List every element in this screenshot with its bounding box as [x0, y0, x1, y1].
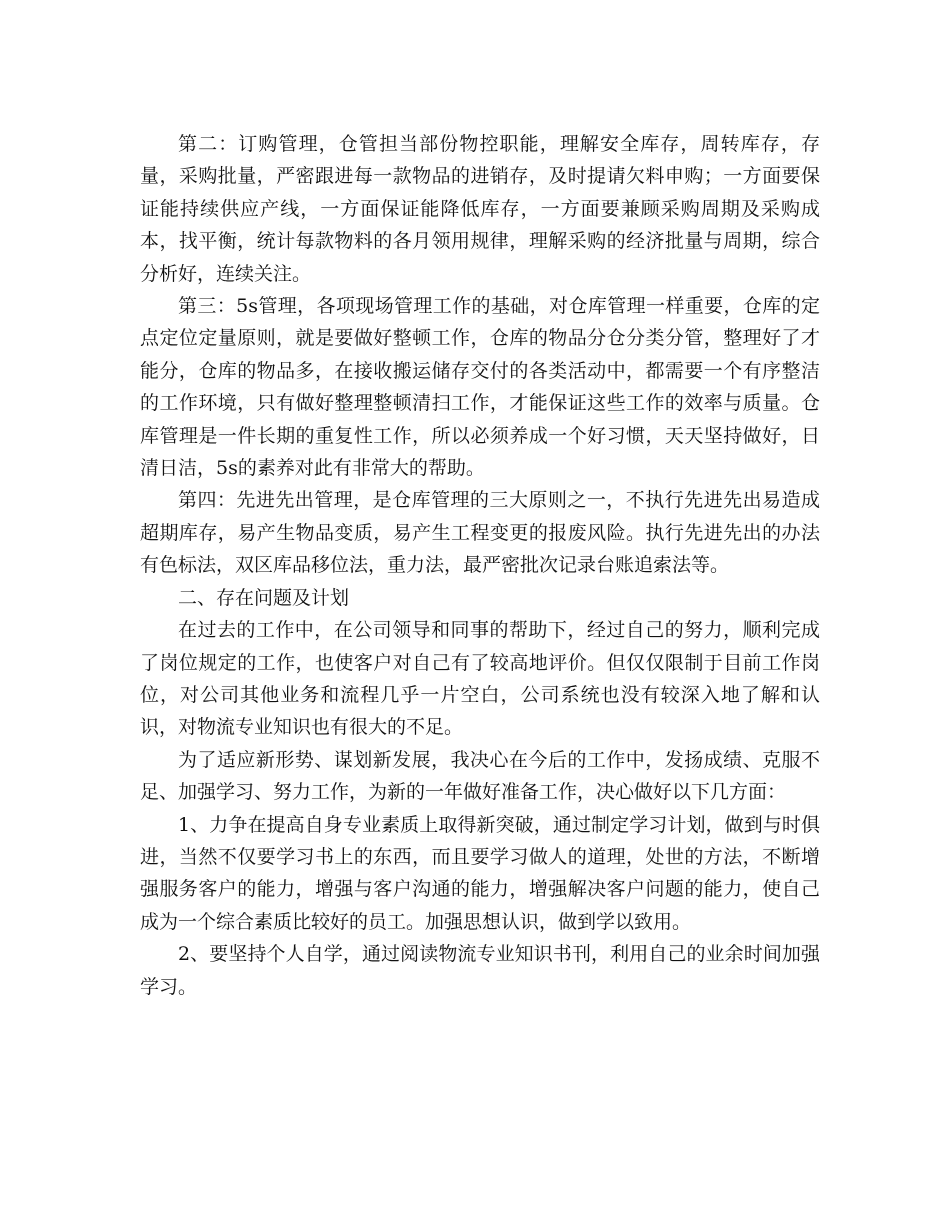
document-body: [140, 128, 820, 1003]
paragraph-plan-item-1: 1、力争在提高自身专业素质上取得新突破，通过制定学习计划，做到与时俱进，当然不仅要学习书上的东西，而且要学习做人的道理，处世的方法，不断增强服务客户的能力，增强与客户沟通的能力，增强解决客户问题的能力，使自己成为一个综合素质比较好的员工。加强思想认识，做到学以致用。: [140, 813, 820, 933]
paragraph-5s-management: 第三：5s管理，各项现场管理工作的基础，对仓库管理一样重要，仓库的定点定位定量原则，就是要做好整顿工作，仓库的物品分仓分类分管，整理好了才能分，仓库的物品多，在接收搬运储存交付的各类活动中，都需要一个有序整洁的工作环境，只有做好整理整顿清扫工作，才能保证这些工作的效率与质量。仓库管理是一件长期的重复性工作，所以必须养成一个好习惯，天天坚持做好，日清日洁，5s的素养对此有非常大的帮助。: [140, 295, 820, 480]
section-heading-problems-and-plans: 二、存在问题及计划: [178, 586, 350, 609]
paragraph-past-work: 在过去的工作中，在公司领导和同事的帮助下，经过自己的努力，顺利完成了岗位规定的工作，也使客户对自己有了较高地评价。但仅仅限制于目前工作岗位，对公司其他业务和流程几乎一片空白，公司系统也没有较深入地了解和认识，对物流专业知识也有很大的不足。: [140, 619, 820, 739]
paragraph-resolution: 为了适应新形势、谋划新发展，我决心在今后的工作中，发扬成绩、克服不足、加强学习、努力工作，为新的一年做好准备工作，决心做好以下几方面：: [140, 748, 820, 804]
paragraph-fifo-management: 第四：先进先出管理，是仓库管理的三大原则之一，不执行先进先出易造成超期库存，易产生物品变质，易产生工程变更的报废风险。执行先进先出的办法有色标法，双区库品移位法，重力法，最严密批次记录台账追索法等。: [140, 489, 820, 577]
paragraph-ordering-management: 第二：订购管理，仓管担当部份物控职能，理解安全库存，周转库存，存量，采购批量，严密跟进每一款物品的进销存，及时提请欠料申购；一方面要保证能持续供应产线，一方面保证能降低库存，一方面要兼顾采购周期及采购成本，找平衡，统计每款物料的各月领用规律，理解采购的经济批量与周期，综合分析好，连续关注。: [140, 133, 820, 285]
paragraph-plan-item-2: 2、要坚持个人自学，通过阅读物流专业知识书刊，利用自己的业余时间加强学习。: [140, 943, 820, 998]
